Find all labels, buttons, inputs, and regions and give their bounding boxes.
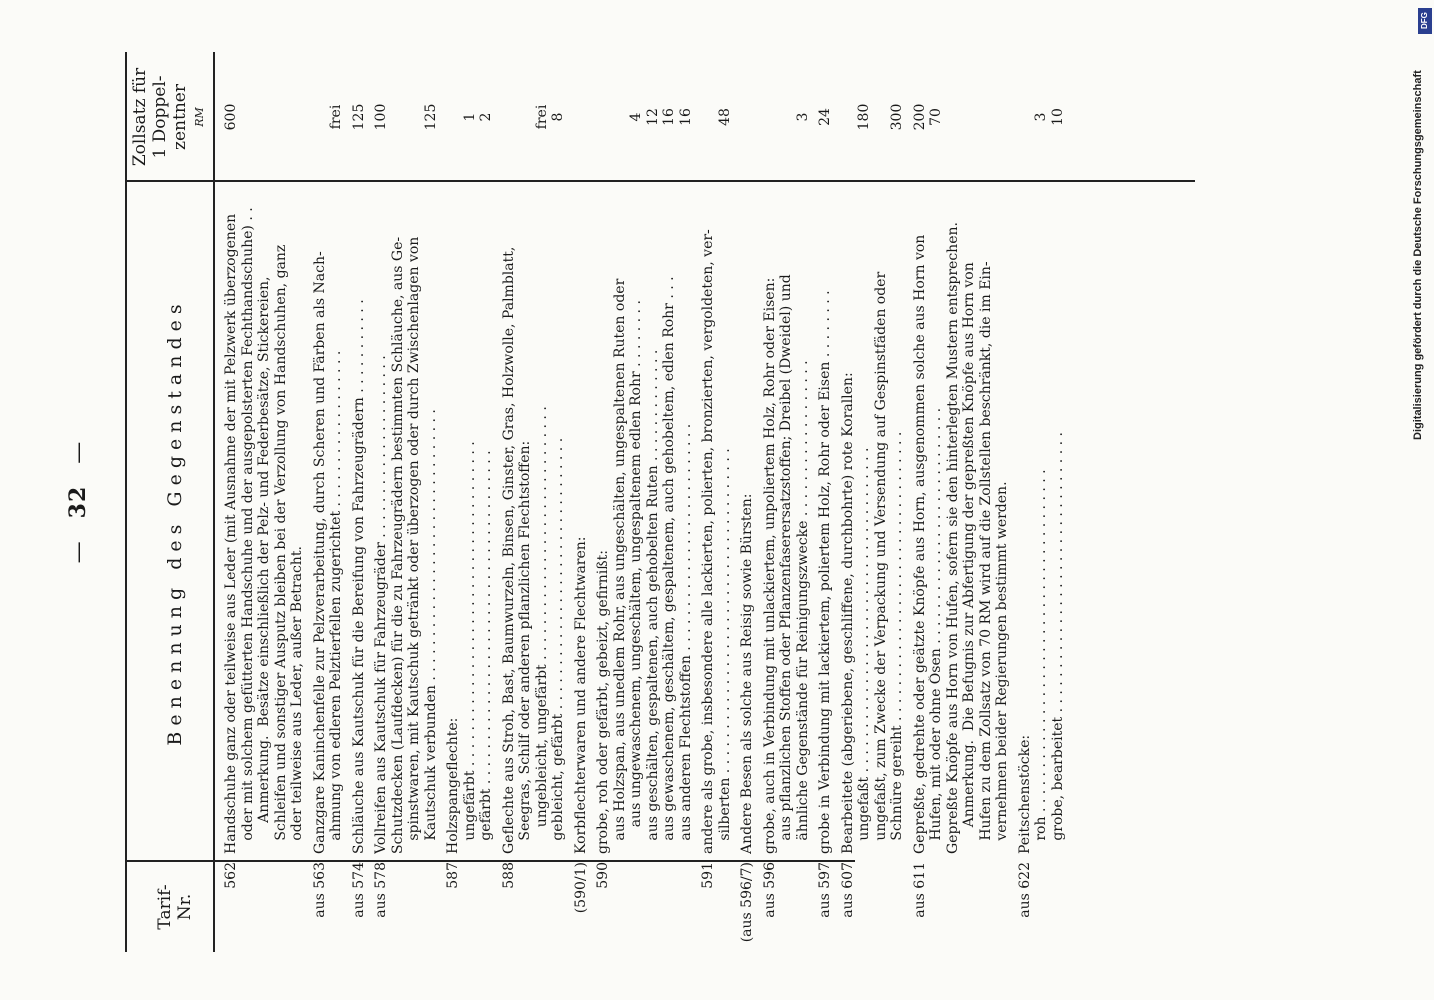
tariff-number: aus 622 (1016, 862, 1033, 918)
tariff-number: aus 596 (761, 862, 778, 918)
item-description-line: Andere Besen als solche aus Reisig sowie Bürsten: (739, 493, 755, 854)
item-description-line: oder mit solchem gefütterten Handschuhe und der ausgepolsterten Fechthandschuhe) . . (239, 207, 256, 854)
item-description-line: Gepreßte Knöpfe aus Horn von Hufen, sofern sie den hinterlegten Mustern entsprechen. (944, 222, 961, 854)
item-description-line: aus Holzspan, aus unedlem Rohr, aus ungeschälten, ungespaltenen Ruten oder (611, 278, 628, 854)
duty-rate: 12 (644, 108, 661, 126)
tariff-number: aus 607 (839, 862, 856, 918)
item-description-line: Schleifen und sonstiger Ausputz bleiben bei der Verzollung von Handschuhen, ganz (272, 244, 289, 854)
item-description-line: andere als grobe, insbesondere alle lackierten, polierten, bronzierten, vergoldeten, ver- (700, 229, 716, 854)
table-row (1017, 52, 1067, 952)
item-description-line: gefärbt . . . . . . . . . . . . . . . . . . . . . . . . . . . . . . . . . . . . . . (478, 450, 494, 854)
table-row (840, 52, 906, 952)
page-number: —32— (65, 440, 91, 564)
item-description-line: ungefaßt, zum Zwecke der Verpackung und Versendung auf Gespinstfäden oder (872, 271, 889, 854)
item-description-line: ungebleicht, ungefärbt . . . . . . . . . . . . . . . . . . . . . . . . . . . . . (533, 406, 550, 854)
item-description-line: ähnliche Gegenstände für Reinigungszwecke . . . . . . . . . . . . . . . . . . (794, 360, 811, 854)
tariff-number: aus 563 (311, 862, 328, 918)
tariff-number: 587 (445, 862, 461, 889)
duty-rate: 200 (911, 103, 928, 131)
rotated-page (65, 12, 1295, 992)
tariff-number: 588 (500, 862, 517, 889)
item-description-line: Gepreßte, gedrehte oder geätzte Knöpfe aus Horn, ausgenommen solche aus Horn von (911, 234, 928, 854)
item-description-line: Schutzdecken (Laufdecken) für die zu Fahrzeugrädern bestimmten Schläuche, aus Ge- (389, 236, 406, 854)
item-description-line: aus geschälten, gespaltenen, auch gehobelten Ruten . . . . . . . . . . . . . (644, 349, 661, 854)
item-description-line: grobe, bearbeitet . . . . . . . . . . . . . . . . . . . . . . . . . . . . . . . . (1049, 432, 1066, 854)
tariff-number: aus 597 (817, 862, 833, 918)
item-description-line: Holzspangeflechte: (445, 717, 461, 854)
header-zollsatz: Zollsatz für 1 Doppel- zentner RM (130, 67, 206, 167)
table-row (351, 52, 368, 952)
item-description-line: spinstwaren, mit Kautschuk getränkt oder überzogen oder durch Zwischenlagen von (406, 236, 422, 854)
item-description-line: Geflechte aus Stroh, Bast, Baumwurzeln, Binsen, Ginster, Gras, Holzwolle, Palmblatt, (500, 246, 517, 854)
table-row (817, 52, 834, 952)
table-row (573, 52, 590, 952)
tariff-number: 590 (595, 862, 611, 889)
item-description-line: silberten . . . . . . . . . . . . . . . . . . . . . . . . . . . . . . . . . . . . . (716, 448, 733, 854)
duty-rate: 180 (856, 103, 872, 131)
item-description-line: grobe, auch in Verbindung mit unlackiertem, unpoliertem Holz, Rohr oder Eisen: (761, 277, 778, 854)
tariff-number: aus 611 (911, 862, 928, 918)
item-description-line: Vollreifen aus Kautschuk für Fahrzeugräder . . . . . . . . . . . . . . . . . . . . . (373, 355, 389, 854)
duty-rate: 125 (350, 103, 367, 131)
item-description-line: Seegras, Schilf oder anderen pflanzlichen Flechtstoffen: (517, 440, 533, 854)
duty-rate: 2 (478, 112, 494, 122)
table-row (912, 52, 1011, 952)
item-description-line: roh . . . . . . . . . . . . . . . . . . . . . . . . . . . . . . . . . . . . . . . (1033, 469, 1049, 854)
item-description-line: Ganzgare Kaninchenfelle zur Pelzverarbeitung, durch Scheren und Färben als Nach- (311, 251, 328, 854)
item-description-line: Korbflechterwaren und andere Flechtwaren: (572, 536, 589, 854)
item-description-line: aus anderen Flechtstoffen . . . . . . . . . . . . . . . . . . . . . . . . . . (677, 423, 694, 854)
table-row (739, 52, 756, 952)
item-description-line: Hufen, mit oder ohne Ösen . . . . . . . . . . . . . . . . . . . . . . . . . . . (928, 407, 944, 854)
item-description-line: ahmung von edleren Pelztierfellen zugerichtet . . . . . . . . . . . . . . . . . . (328, 350, 344, 854)
duty-rate: 1 (461, 112, 478, 122)
tariff-number: aus 574 (350, 862, 367, 918)
side-note: Digitalisierung gefördert durch die Deutsche Forschungsgemeinschaft (1412, 70, 1424, 440)
dfg-logo: DFG (1418, 8, 1432, 34)
table-row (700, 52, 733, 952)
tariff-number: 591 (700, 862, 716, 889)
table-header-rule (213, 52, 215, 952)
table-row (445, 52, 495, 952)
duty-rate: 70 (928, 108, 944, 126)
item-description-line: grobe, roh oder gefärbt, gebeizt, gefirnißt: (595, 550, 611, 854)
item-description-line: Peitschenstöcke: (1016, 734, 1033, 854)
duty-rate: 4 (628, 112, 644, 122)
item-description-line: ungefärbt . . . . . . . . . . . . . . . . . . . . . . . . . . . . . . . . . . . . . (461, 441, 478, 854)
item-description-line: Bearbeitete (abgeriebene, geschliffene, durchbohrte) rote Korallen: (839, 372, 856, 854)
item-description-line: Handschuhe ganz oder teilweise aus Leder (mit Ausnahme der mit Pelzwerk überzogenen (223, 213, 239, 854)
table-row (501, 52, 567, 952)
duty-rate: 24 (817, 108, 833, 126)
table-row (373, 52, 439, 952)
duty-rate: 10 (1049, 108, 1066, 126)
header-tarif: Tarif- Nr. (155, 884, 195, 930)
tariff-number: 562 (223, 862, 239, 889)
header-benennung: Benennung des Gegenstandes (164, 298, 186, 746)
item-description-line: Schnüre gereiht . . . . . . . . . . . . . . . . . . . . . . . . . . . . . . . . . (889, 431, 905, 854)
duty-rate: 300 (889, 103, 905, 131)
duty-rate: 3 (794, 112, 811, 122)
duty-rate: 600 (223, 103, 239, 131)
duty-rate: 8 (550, 112, 566, 122)
table-row (595, 52, 694, 952)
duty-rate: 3 (1033, 112, 1049, 122)
item-description-line: oder teilweise aus Leder, außer Betracht. (289, 546, 305, 854)
tariff-number: (aus 596/7) (739, 862, 755, 943)
table-top-rule (125, 52, 127, 952)
duty-rate: 48 (716, 108, 733, 126)
item-description-line: aus gewaschenem, geschältem, gespaltenem, auch gehobeltem, edlen Rohr . . . (661, 276, 677, 854)
item-description-line: grobe in Verbindung mit lackiertem, poliertem Holz, Rohr oder Eisen . . . . . . . . (817, 290, 833, 854)
duty-rate: frei (533, 104, 550, 130)
item-description-line: vernehmen beider Regierungen bestimmt werden. (994, 481, 1010, 854)
item-description-line: Anmerkung. Besätze einschließlich der Pelz- und Federbesätze, Stickereien, (256, 276, 272, 854)
duty-rate: 125 (422, 103, 439, 131)
table-row (223, 52, 306, 952)
duty-rate: 16 (677, 108, 694, 126)
tariff-number: (590/1) (572, 862, 589, 914)
item-description-line: gebleicht, gefärbt . . . . . . . . . . . . . . . . . . . . . . . . . . . . . . . (550, 437, 566, 854)
table-row (762, 52, 812, 952)
item-description-line: aus pflanzlichen Stoffen oder Pflanzenfaserersatzstoffen; Dreibel (Dweidel) und (778, 274, 794, 854)
item-description-line: Kautschuk verbunden . . . . . . . . . . . . . . . . . . . . . . . . . . . . . . . (422, 409, 439, 854)
duty-rate: 16 (661, 108, 677, 126)
item-description-line: aus ungewaschenem, ungeschältem, ungespaltenem edlen Rohr . . . . . . . . (628, 300, 644, 854)
item-description-line: Schläuche aus Kautschuk für die Bereifung von Fahrzeugrädern . . . . . . . . . . . (350, 299, 367, 854)
tariff-number: aus 578 (373, 862, 389, 918)
item-description-line: Hufen zu dem Zollsatz von 70 RM wird auf die Zollstellen beschränkt, die im Ein- (977, 261, 994, 854)
item-description-line: Anmerkung. Die Befugnis zur Abfertigung der gepreßten Knöpfe aus Horn von (961, 262, 977, 854)
duty-rate: 100 (373, 103, 389, 131)
duty-rate: frei (328, 104, 344, 130)
item-description-line: ungefaßt . . . . . . . . . . . . . . . . . . . . . . . . . . . . . . . . . . . . . (856, 447, 872, 854)
table-row (312, 52, 345, 952)
